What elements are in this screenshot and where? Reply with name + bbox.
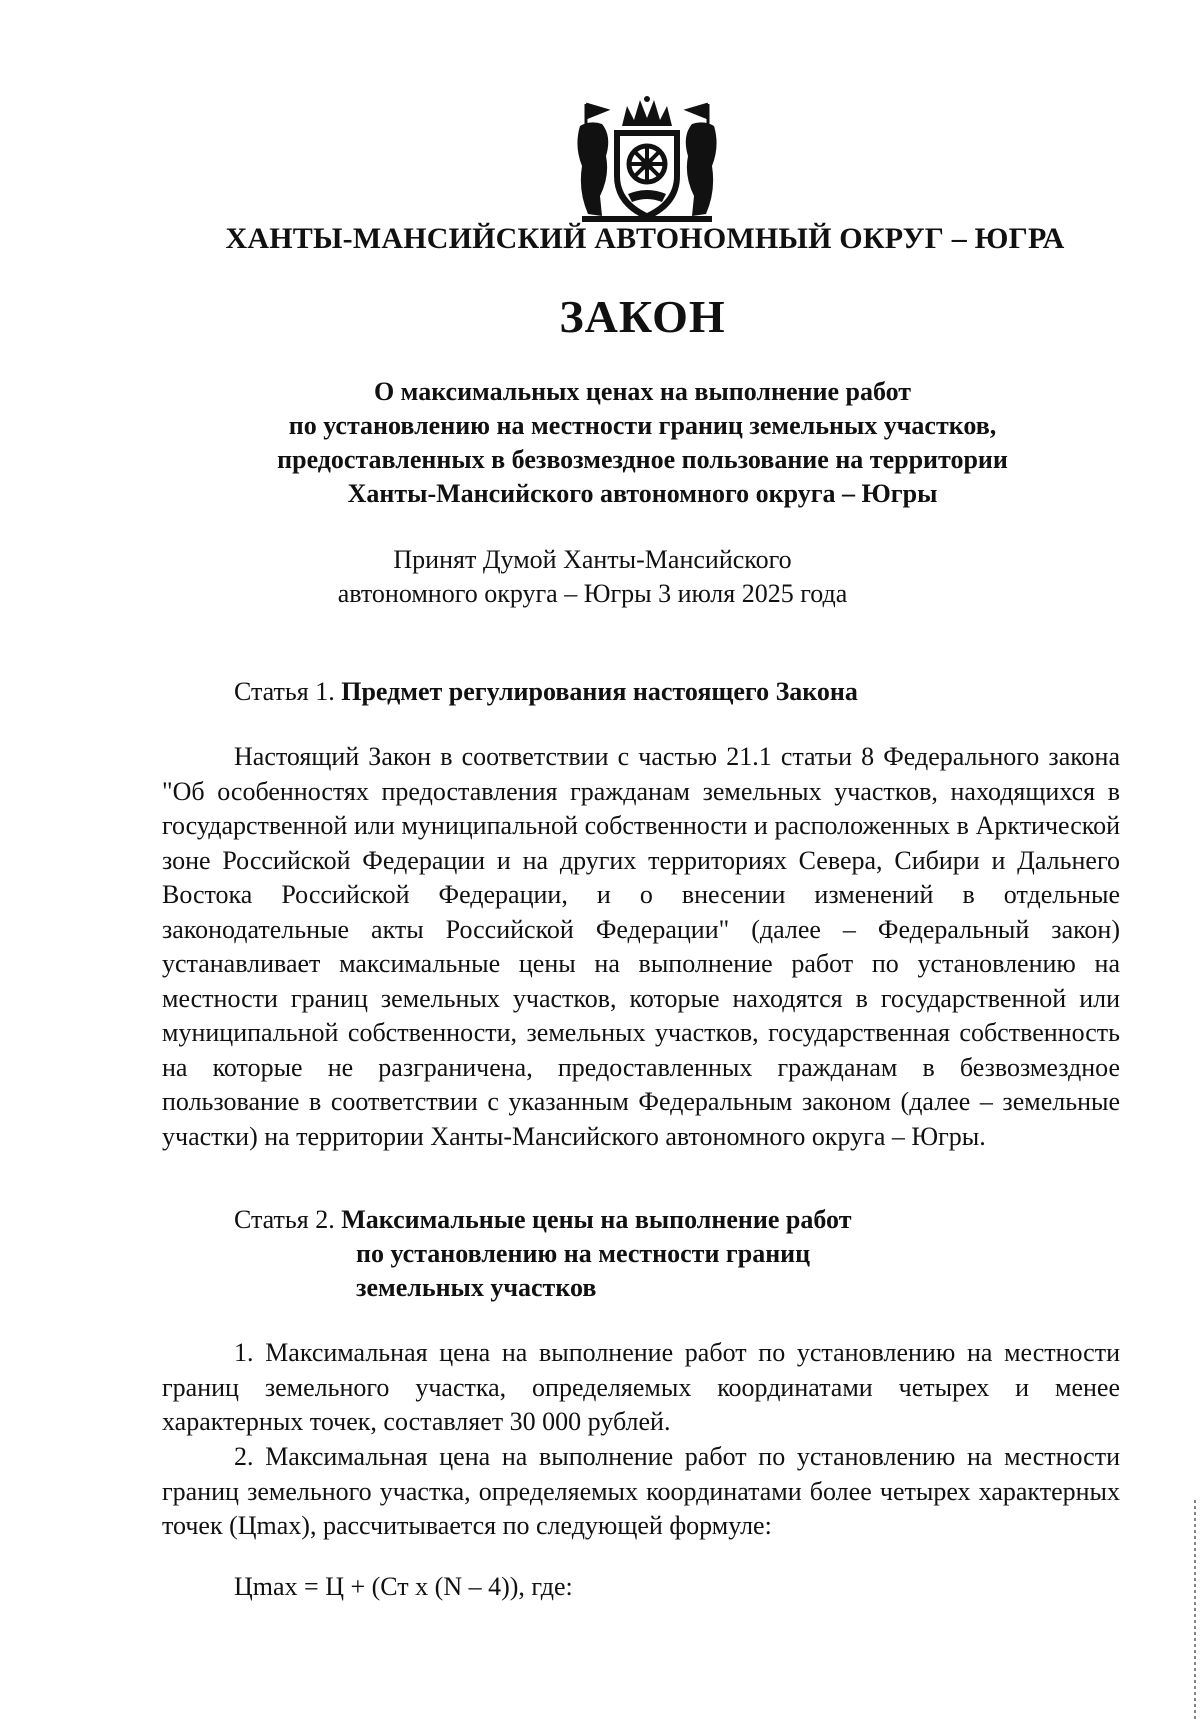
article-title: Предмет регулирования настоящего Закона <box>341 677 858 706</box>
law-title-line: предоставленных в безвозмездное пользование на территории <box>277 445 1008 474</box>
law-title-line: Ханты-Мансийского автономного округа – Югры <box>347 479 938 508</box>
article-title-continuation: по установлению на местности границ <box>356 1239 811 1268</box>
price-formula: Цmax = Ц + (Ст х (N – 4)), где: <box>234 1572 573 1601</box>
law-title <box>0 375 1200 511</box>
article-2-heading <box>234 1203 851 1305</box>
article-2-paragraph-1: 1. Максимальная цена на выполнение работ по установлению на местности границ земельного участка, определяемых координатами четырех и менее характерных точек, составляет 30 000 рублей. <box>162 1338 1120 1436</box>
adoption-note-line: автономного округа – Югры 3 июля 2025 года <box>337 579 848 608</box>
article-number: Статья 2. <box>234 1205 335 1234</box>
document-type-heading: ЗАКОН <box>559 291 726 342</box>
law-title-line: по установлению на местности границ земельных участков, <box>288 411 997 440</box>
scan-edge-artifact <box>1194 1500 1196 1719</box>
article-1-paragraph: Настоящий Закон в соответствии с частью 21.1 статьи 8 Федерального закона "Об особенностях предоставления гражданам земельных участков, находящихся в государственной или муниципальной собственности и расположенных в Арктической зоне Российской Федерации и на других территориях Севера, Сибири и Дальнего Востока Российской Федерации, и о внесении изменений в отдельные законодательные акты Российской Федерации" (далее – Федеральный закон) устанавливает максимальные цены на выполнение работ по установлению на местности границ земельных участков, которые находятся в государственной или муниципальной собственности, земельных участков, государственная собственность на которые не разграничена, предоставленных гражданам в безвозмездное пользование в соответствии с указанным Федеральным законом (далее – земельные участки) на территории Ханты-Мансийского автономного округа – Югры. <box>162 742 1120 1151</box>
adoption-note-line: Принят Думой Ханты-Мансийского <box>393 545 792 574</box>
article-2-paragraph-2: 2. Максимальная цена на выполнение работ по установлению на местности границ земельного участка, определяемых координатами более четырех характерных точек (Цmax), рассчитывается по следующей формуле: <box>162 1442 1120 1540</box>
region-name-heading: ХАНТЫ-МАНСИЙСКИЙ АВТОНОМНЫЙ ОКРУГ – ЮГРА <box>225 222 1065 255</box>
adoption-note <box>0 543 1185 611</box>
khmao-coat-of-arms-icon <box>572 96 722 226</box>
article-1-heading <box>234 675 858 709</box>
article-title-continuation: земельных участков <box>356 1273 597 1302</box>
article-number: Статья 1. <box>234 677 335 706</box>
article-title: Максимальные цены на выполнение работ <box>341 1205 852 1234</box>
law-title-line: О максимальных ценах на выполнение работ <box>373 377 912 406</box>
